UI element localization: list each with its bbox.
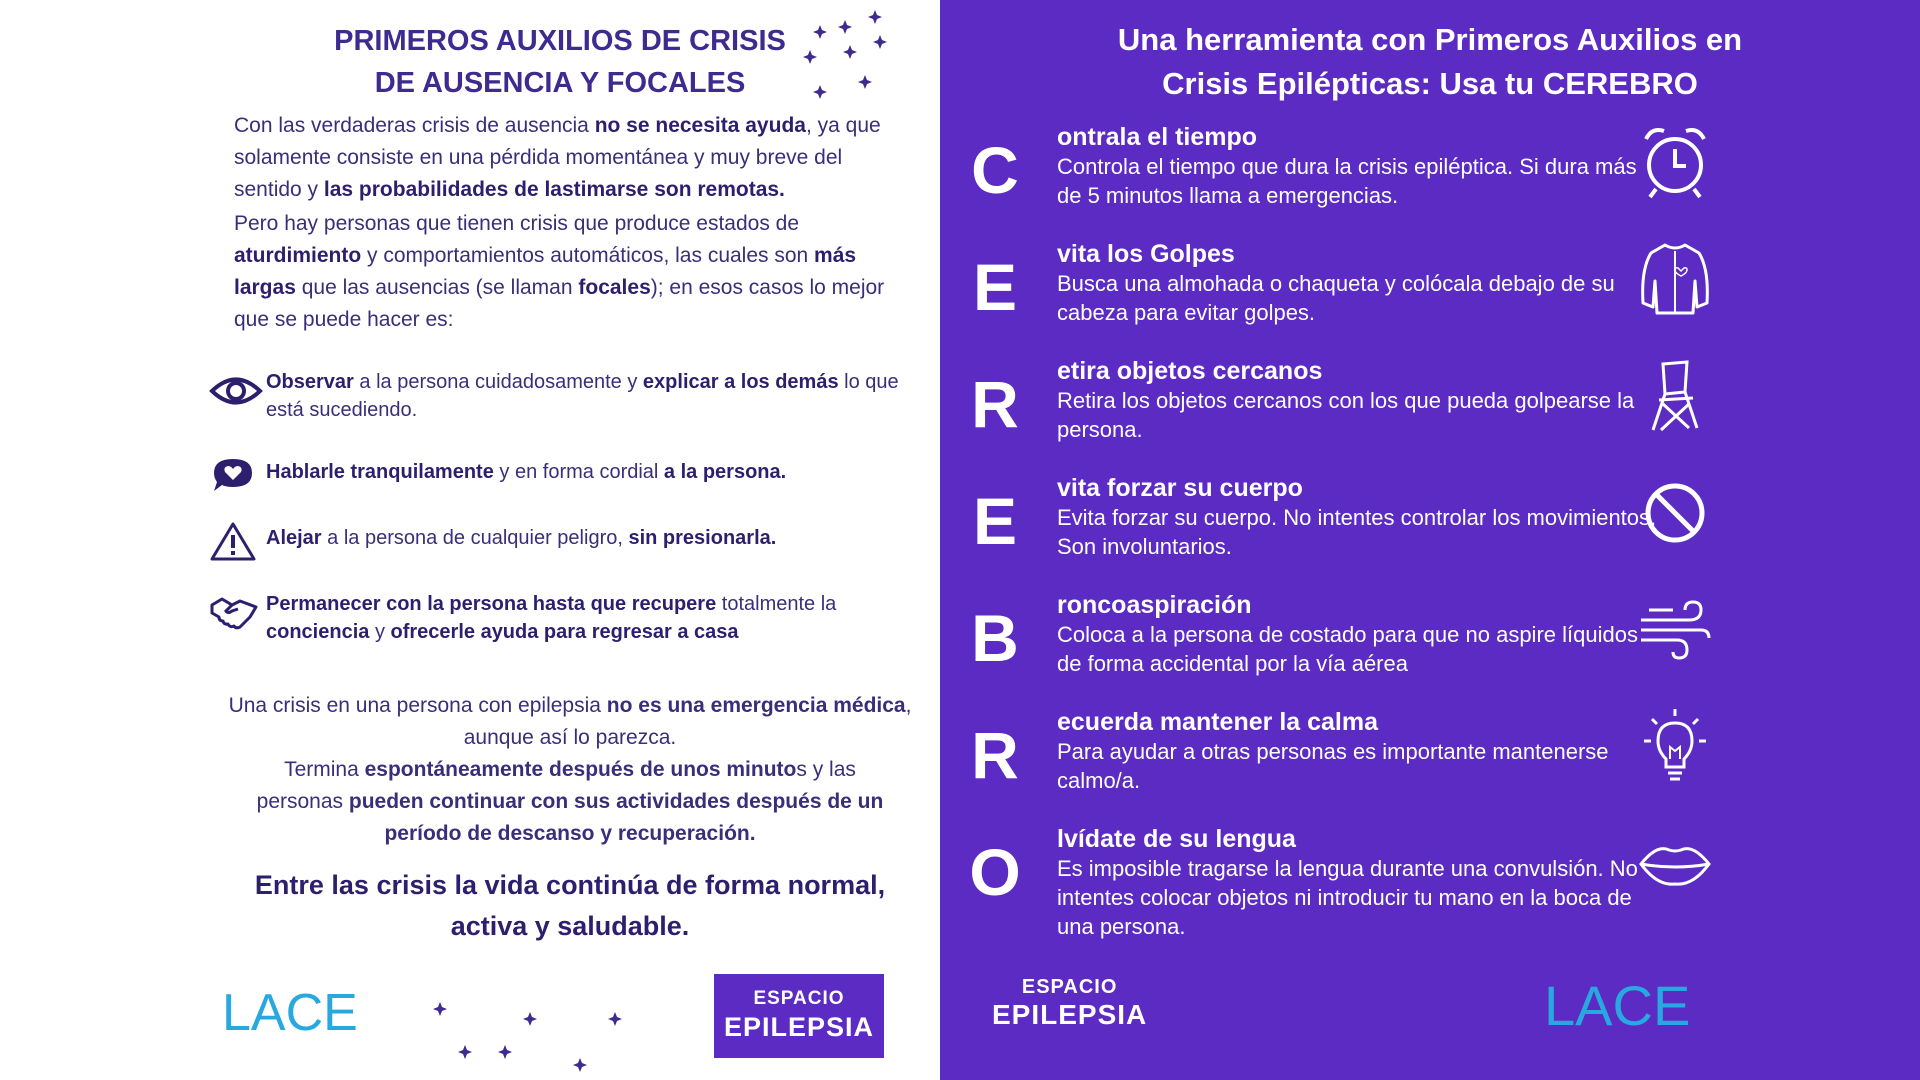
- row-body: Controla el tiempo que dura la crisis epiléptica. Si dura más de 5 minutos llama a emergencias.: [1057, 154, 1637, 208]
- row-body: Busca una almohada o chaqueta y colócala debajo de su cabeza para evitar golpes.: [1057, 271, 1615, 325]
- warning-icon: [210, 518, 266, 564]
- note-block: Una crisis en una persona con epilepsia no es una emergencia médica, aunque así lo parezca. Termina espontáneamente después de unos minutos y las personas pueden continuar con sus actividades después de un período de descanso y recuperación.: [228, 694, 912, 845]
- stars-decoration-bottom: [420, 990, 640, 1080]
- left-title-line1: PRIMEROS AUXILIOS DE CRISIS: [334, 25, 786, 57]
- cerebro-letter: R: [971, 718, 1019, 792]
- cerebro-row: [960, 473, 1910, 583]
- alarm-clock-icon: [1640, 122, 1710, 202]
- espacio-epilepsia-logo: ESPACIO EPILEPSIA: [992, 976, 1148, 1030]
- left-title: [300, 20, 820, 104]
- row-body: Coloca a la persona de costado para que no aspire líquidos de forma accidental por la vía aérea: [1057, 622, 1638, 676]
- row-body: Evita forzar su cuerpo. No intentes controlar los movimientos. Son involuntarios.: [1057, 505, 1657, 559]
- jacket-icon: [1640, 239, 1710, 319]
- right-title: Una herramienta con Primeros Auxilios en Crisis Epilépticas: Usa tu CEREBRO: [1117, 22, 1743, 101]
- closing-statement: Entre las crisis la vida continúa de forma normal, activa y saludable.: [254, 870, 886, 941]
- cerebro-letter: B: [971, 601, 1019, 675]
- eye-icon: [210, 368, 266, 414]
- left-panel: [0, 0, 940, 1080]
- row-body: Para ayudar a otras personas es importante mantenerse calmo/a.: [1057, 739, 1609, 793]
- stars-decoration-top: [800, 0, 900, 100]
- row-heading: vita forzar su cuerpo: [1057, 474, 1303, 502]
- wind-icon: [1640, 590, 1710, 670]
- cerebro-row: [960, 239, 1910, 349]
- espacio-epilepsia-logo: ESPACIO EPILEPSIA: [714, 974, 884, 1058]
- intro-paragraph-2: Pero hay personas que tienen crisis que produce estados de aturdimiento y comportamientos automáticos, las cuales son más largas que las ausencias (se llaman focales); en esos casos lo mejor que se puede hacer es:: [234, 212, 885, 331]
- row-heading: ecuerda mantener la calma: [1057, 708, 1378, 736]
- lightbulb-icon: [1640, 707, 1710, 787]
- svg-text:LACE: LACE: [222, 984, 358, 1042]
- folding-chair-icon: [1640, 356, 1710, 436]
- row-body: Retira los objetos cercanos con los que pueda golpearse la persona.: [1057, 388, 1635, 442]
- cerebro-letter: E: [972, 484, 1018, 558]
- row-heading: etira objetos cercanos: [1057, 357, 1323, 385]
- row-heading: vita los Golpes: [1057, 240, 1235, 268]
- cerebro-letter: C: [971, 133, 1019, 207]
- cerebro-row: [960, 356, 1910, 466]
- heart-bubble-icon: [210, 452, 266, 498]
- cerebro-row: [960, 590, 1910, 700]
- list-item: Observar a la persona cuidadosamente y explicar a los demás lo que está sucediendo.: [210, 368, 930, 424]
- right-panel: [940, 0, 1920, 1080]
- cerebro-row: [960, 707, 1910, 817]
- row-heading: lvídate de su lengua: [1057, 825, 1296, 853]
- lips-icon: [1640, 824, 1710, 904]
- cerebro-letter: E: [972, 250, 1018, 324]
- left-title-line2: DE AUSENCIA Y FOCALES: [374, 67, 746, 99]
- cerebro-letter: O: [969, 835, 1021, 909]
- lace-logo: [1542, 955, 1691, 1065]
- lace-logo: [220, 960, 358, 1065]
- svg-text:LACE: LACE: [1544, 974, 1691, 1037]
- list-item: Permanecer con la persona hasta que recupere totalmente la conciencia y ofrecerle ayuda para regresar a casa: [210, 590, 930, 646]
- handshake-icon: [210, 590, 266, 636]
- intro-paragraph-1: Con las verdaderas crisis de ausencia no se necesita ayuda, ya que solamente consiste en una pérdida momentánea y muy breve del sentido y las probabilidades de lastimarse son remotas.: [234, 114, 881, 201]
- prohibited-icon: [1640, 473, 1710, 553]
- cerebro-row: [960, 824, 1910, 954]
- list-item: Alejar a la persona de cualquier peligro, sin presionarla.: [210, 518, 930, 564]
- cerebro-row: [960, 122, 1910, 232]
- list-item: Hablarle tranquilamente y en forma cordial a la persona.: [210, 452, 930, 498]
- row-body: Es imposible tragarse la lengua durante una convulsión. No intentes colocar objetos ni introducir tu mano en la boca de una persona.: [1057, 856, 1638, 939]
- row-heading: ontrala el tiempo: [1057, 123, 1258, 151]
- cerebro-letter: R: [971, 367, 1019, 441]
- row-heading: roncoaspiración: [1057, 591, 1252, 619]
